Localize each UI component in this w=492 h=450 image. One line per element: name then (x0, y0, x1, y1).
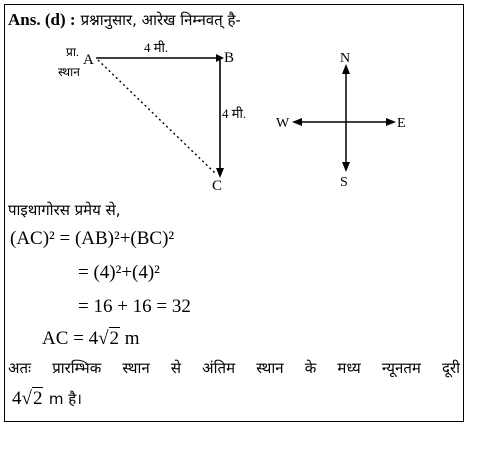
path-diagram (40, 40, 300, 200)
arrow-west-icon (292, 118, 302, 126)
answer-label: Ans. (d) : (8, 10, 76, 29)
compass-north: N (340, 52, 351, 66)
arrow-east-icon (386, 118, 396, 126)
compass-south: S (340, 175, 348, 190)
bc-arrowhead (216, 168, 224, 178)
eq4-unit: m (124, 328, 140, 349)
compass-rose (276, 52, 416, 192)
bc-distance-label: 4 मी. (222, 106, 247, 121)
point-b: B (224, 50, 235, 66)
equation-3: = 16 + 16 = 32 (78, 296, 191, 317)
compass-east: E (397, 116, 406, 131)
conclusion-tail: m है। (48, 390, 82, 408)
eq4-radicand: 2 (109, 328, 120, 349)
equation-4 (42, 328, 140, 350)
conclusion-line-1: अतः प्रारम्भिक स्थान से अंतिम स्थान के मध्य न्यूनतम दूरी (8, 359, 460, 377)
arrow-south-icon (342, 162, 350, 172)
point-a: A (83, 52, 94, 68)
start-label-2: स्थान (58, 65, 80, 79)
eq4-lhs: AC = 4 (42, 328, 99, 349)
equation-2: = (4)²+(4)² (78, 262, 160, 283)
compass-west: W (276, 116, 290, 131)
theorem-line: पाइथागोरस प्रमेय से, (8, 201, 121, 219)
ab-distance-label: 4 मी. (144, 40, 169, 55)
equation-1: (AC)² = (AB)²+(BC)² (10, 228, 175, 249)
conclusion-radicand: 2 (32, 388, 43, 409)
answer-intro: प्रश्नानुसार, आरेख निम्नवत् है- (80, 11, 241, 29)
conclusion-line-2 (12, 388, 82, 410)
start-label-1: प्रा. (66, 45, 79, 59)
ac-dotted-line (98, 60, 216, 174)
answer-header (8, 10, 241, 30)
point-c: C (212, 178, 223, 194)
conclusion-sqrt-icon: √2 (21, 388, 43, 409)
conclusion-coef: 4 (12, 388, 22, 409)
sqrt-icon: √2 (98, 328, 120, 349)
